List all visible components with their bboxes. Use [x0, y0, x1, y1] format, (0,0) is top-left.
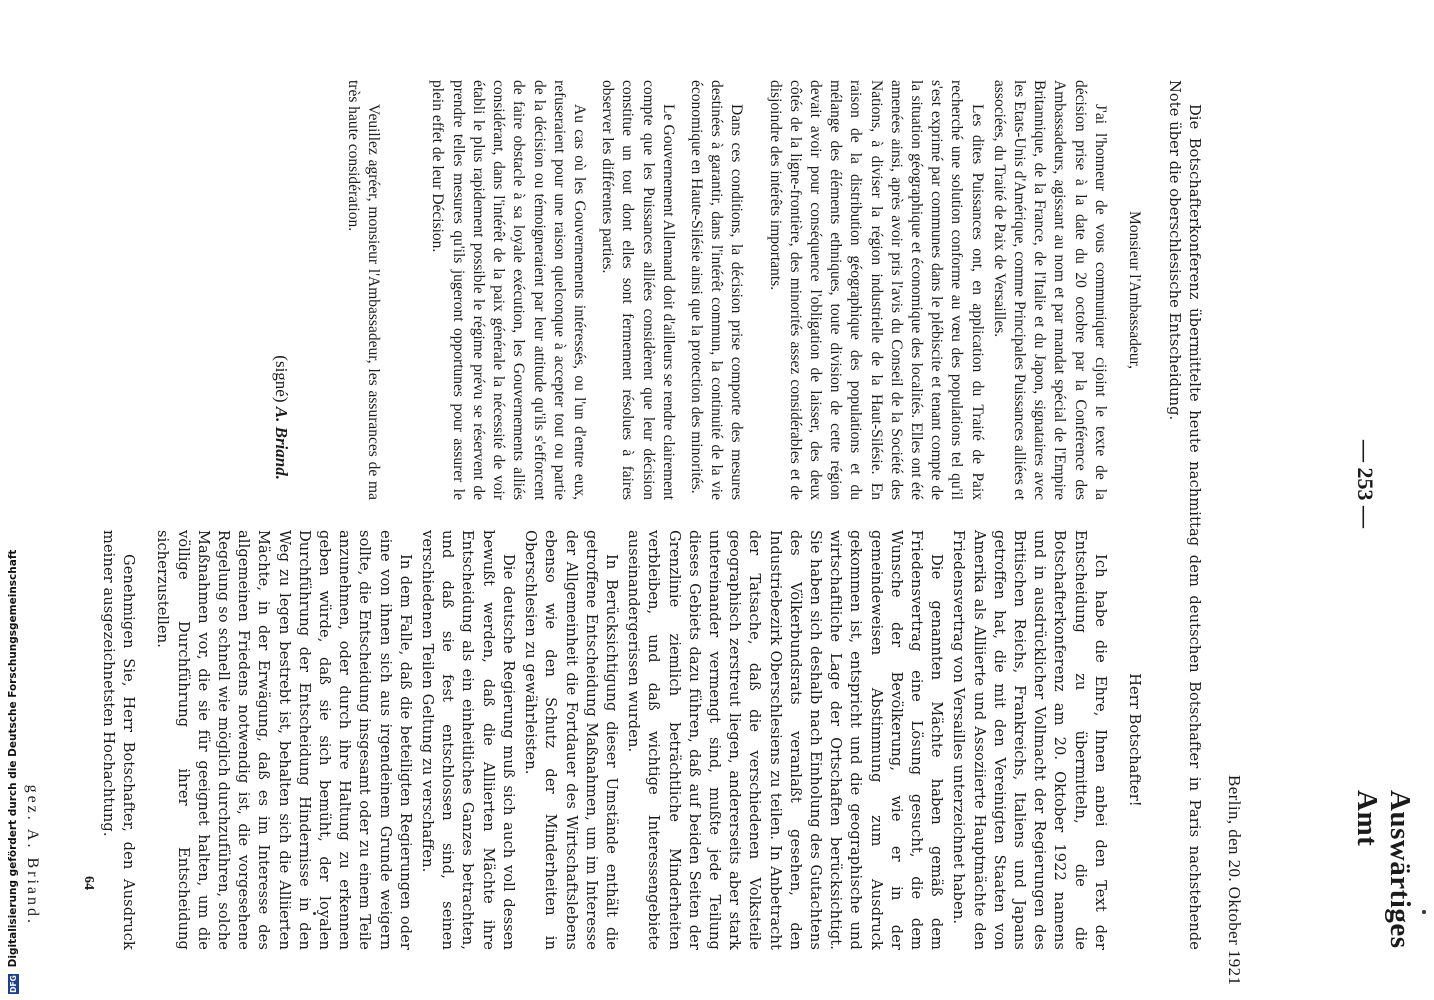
german-closing: Genehmigen Sie, Herr Botschafter, den Ausdruck meiner ausgezeichnetsten Hochachtung.: [100, 530, 138, 950]
german-paragraph: Ich habe die Ehre, Ihnen anbei den Text der Entscheidung zu übermitteln, die die Botschafterkonferenz am 20. Oktober 1922 namens und in ausdrücklicher Vollmacht der Regierungen des Britischen Reichs, Frankreichs, Italiens und Japans getroffen hat, die mit den Vereinigten Staaten von Amerika als Alliierte und Assoziierte Hauptmächte den Friedensvertrag von Versailles unterzeichnet haben.: [950, 530, 1109, 950]
french-column: [271, 80, 1144, 500]
office-heading: Auswärtiges Amt: [1351, 790, 1416, 949]
french-paragraph: Dans ces conditions, la décision prise comporte des mesures destinées à garantir, dans l'intérêt commun, la continuité de la vie économique en Haute-Silésie ainsi que la protection des minorités.: [687, 80, 746, 500]
french-paragraph: J'ai l'honneur de vous communiquer cijoint le texte de la décision prise à la date du 20 octobre par la Conférence des Ambassadeurs, agissant au nom et par mandat spécial de l'Empire Britannique, de la France, de l'Italie et du Japon, signataires avec les Etats-Unis d'Amérique, comme Principales Puissances alliées et associées, du Traité de Paix de Versailles.: [990, 80, 1109, 500]
german-paragraph: Die genannten Mächte haben gemäß dem Friedensvertrag eine Lösung gesucht, die dem Wunsche der Bevölkerung, wie er in der gemeindeweisen Abstimmung zum Ausdruck gekommen ist, entspricht und die geographische und wirtschaftliche Lage der Ortschaften berücksichtigt. Sie haben sich deshalb nach Einholung des Gutachtens des Völkerbundsrats veranlaßt gesehen, den Industriebezirk Oberschlesiens zu teilen. In Anbetracht der Tatsache, daß die verschiedenen Volksteile geographisch zerstreut liegen, andererseits aber stark untereinander vermengt sind, mußte jede Teilung dieses Gebiets dazu führen, daß auf beiden Seiten der Grenzlinie ziemlich beträchtliche Minderheiten verbleiben, und daß wichtige Interessengebiete auseinandergerissen wurden.: [625, 530, 946, 950]
french-salutation: Monsieur l'Ambassadeur,: [1126, 210, 1143, 369]
german-paragraph: Die deutsche Regierung muß sich auch voll dessen bewußt werden, daß die Alliierten Mächte ihre Entscheidung als ein einheitliches Ganzes betrachten, und daß sie fest entschlossen sind, seinen verschiedenen Teilen Geltung zu verschaffen.: [419, 530, 517, 950]
credit-text: Digitalisierung gefördert durch die Deutsche Forschungsgemeinschaft: [7, 549, 19, 968]
intro-note: Die Botschafterkonferenz übermittelte heute nachmittag dem deutschen Botschafter in Paris nachstehende Note über die oberschlesische Entscheidung.: [1165, 80, 1203, 950]
scan-speck: [313, 912, 316, 915]
german-signature: gez. A. Briand.: [23, 784, 41, 926]
scan-speck: [1422, 910, 1426, 914]
french-closing: Veuillez agréer, monsieur l'Ambassadeur, les assurances de ma très haute considération.: [345, 80, 383, 500]
dfg-logo-icon: DFG: [8, 975, 18, 993]
german-column: [22, 530, 1144, 950]
digitization-credit: [4, 0, 22, 1000]
folio-number: 64: [81, 876, 96, 890]
french-signature: [271, 80, 291, 500]
page-number: — 253 —: [1353, 440, 1378, 528]
french-paragraph: Les dites Puissances ont, en application du Traité de Paix recherché une solution conforme au vœu des populations tel qu'il s'est exprimé par communes dans le plébiscite et tenant compte de la situation géographique et économique des localités. Elles ont été amenées ainsi, après avoir pris l'avis du Conseil de la Société des Nations, à diviser la région industrielle de la Haut-Silésie. En raison de la distribution géographique des populations et du mélange des éléments ethniques, toute division de cette région devait avoir pour conséquence l'obligation de laisser, des deux côtés de la ligne-frontière, des minorités assez considérables et de disjoindre des intérêts importants.: [766, 80, 986, 500]
french-paragraph: Le Gouvernement Allemand doit d'ailleurs se rendre clairement compte que les Puissances alliées considèrent que leur décision constitue un tout dont elles sont fermement résolues à faires observer les différentes parties.: [599, 80, 677, 500]
place-date: Berlin, den 20. Oktober 1921: [1225, 775, 1244, 986]
french-paragraph: Au cas où les Gouvernements intéressés, ou l'un d'entre eux, refuseraient pour une raison quelconque à accepter tout ou partie de la décision ou témoigneraient par leur attitude qu'ils s'efforcent de faire obstacle à sa loyale exécution, les Gouvernements alliés considérant, dans l'intérêt de la paix générale la nécessité de voir établi le plus rapidement possible le régime prévu se réservent de prendre telles mesures qu'ils jugeront opportunes pour assurer le plein effet de leur Décision.: [429, 80, 588, 500]
signature-name: A. Briand.: [271, 406, 291, 480]
german-paragraph: In dem Falle, daß die beteiligten Regierungen oder eine von ihnen sich aus irgendeinem Grunde weigern sollte, die Entscheidung insgesamt oder zu einem Teile anzunehmen, oder durch ihre Haltung zu erkennen geben würde, daß sie sich bemüht, der loyalen Durchführung der Entscheidung Hindernisse in den Weg zu legen bestrebt ist, behalten sich die Alliierten Mächte, in der Erwägung, daß es im Interesse des allgemeinen Friedens notwendig ist, die vorgesehene Regelung so schnell wie möglich durchzuführen, solche Maßnahmen vor, die sie für geeignet halten, um die völlige Durchführung ihrer Entscheidung sicherzustellen.: [154, 530, 414, 950]
signature-prefix: (signé): [271, 355, 291, 403]
german-salutation: Herr Botschafter!: [1126, 673, 1143, 807]
german-paragraph: In Berücksichtigung dieser Umstände enthält die getroffene Entscheidung Maßnahmen, um im Interesse der Allgemeinheit die Fortdauer des Wirtschaftslebens ebenso wie den Schutz der Minderheiten in Oberschlesien zu gewährleisten.: [522, 530, 620, 950]
